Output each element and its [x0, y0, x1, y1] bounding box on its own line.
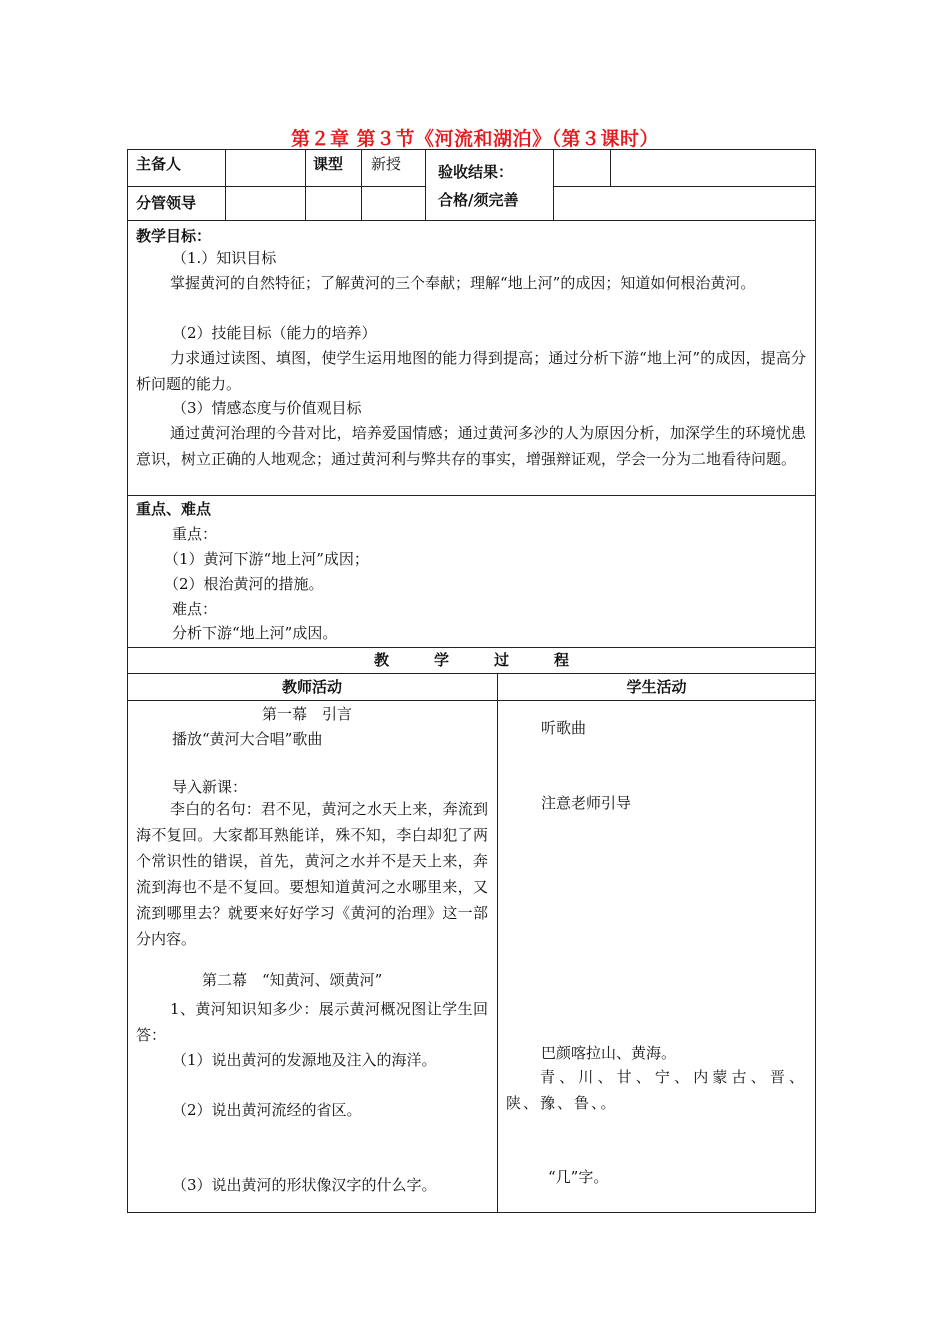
lesson-type-label: 课型 — [313, 155, 344, 173]
host-label: 主备人 — [136, 155, 182, 173]
column-divider — [497, 673, 498, 1213]
knowledge-title: （1.）知识目标 — [172, 249, 277, 267]
grid-line — [127, 186, 425, 187]
grid-line — [553, 149, 554, 220]
student-activity-1: 听歌曲 — [541, 719, 587, 737]
emotion-title: （3）情感态度与价值观目标 — [172, 399, 362, 417]
act1-title: 第一幕 引言 — [262, 705, 353, 723]
student-answer-2: 青、川、甘、宁、内蒙古、晋、陕、豫、鲁、。 — [506, 1068, 806, 1112]
question-3: （3）说出黄河的形状像汉字的什么字。 — [172, 1176, 437, 1194]
intro-text: 李白的名句：君不见，黄河之水天上来，奔流到海不复回。大家都耳熟能详，殊不知，李白却犯了两个常识性的错误，首先，黄河之水并不是天上来，奔流到海也不是不复回。要想知道黄河之水哪里来，又流到哪里去？就要来好好学习《黄河的治理》这一部分内容。 — [136, 800, 488, 948]
question-1: （1）说出黄河的发源地及注入的海洋。 — [172, 1051, 437, 1069]
emotion-text: 通过黄河治理的今昔对比，培养爱国情感；通过黄河多沙的人为原因分析，加深学生的环境忧患意识，树立正确的人地观念；通过黄河利与弊共存的事实，增强辩证观，学会一分为二地看待问题。 — [136, 424, 806, 468]
intro-label: 导入新课： — [172, 778, 248, 796]
grid-line — [127, 673, 816, 674]
result-label: 验收结果： — [438, 163, 514, 181]
difficulty-1: 分析下游“地上河”成因。 — [172, 624, 338, 642]
keypoints-heading: 重点、难点 — [136, 500, 212, 518]
objectives-heading: 教学目标： — [136, 227, 212, 245]
act1-line: 播放“黄河大合唱”歌曲 — [172, 730, 323, 748]
grid-line — [305, 149, 306, 220]
grid-line — [425, 149, 426, 220]
grid-line — [127, 495, 816, 496]
student-answer-3: “几”字。 — [548, 1168, 609, 1186]
leader-label: 分管领导 — [136, 194, 197, 212]
grid-line — [225, 149, 226, 220]
key-point-2: （2）根治黄河的措施。 — [164, 575, 324, 593]
act2-title: 第二幕 “知黄河、颂黄河” — [202, 971, 383, 989]
skill-text: 力求通过读图、填图，使学生运用地图的能力得到提高；通过分析下游“地上河”的成因，提高分析问题的能力。 — [136, 349, 806, 393]
key-label: 重点： — [172, 525, 218, 543]
grid-line — [361, 149, 362, 220]
knowledge-text: 掌握黄河的自然特征；了解黄河的三个奉献；理解“地上河”的成因；知道如何根治黄河。 — [170, 274, 756, 292]
result-value: 合格/须完善 — [438, 191, 519, 209]
key-point-1: （1）黄河下游“地上河”成因； — [164, 550, 369, 568]
grid-line — [553, 186, 816, 187]
difficulty-label: 难点： — [172, 600, 218, 618]
teacher-column-header: 教师活动 — [281, 678, 342, 696]
lesson-type-value: 新授 — [371, 155, 402, 173]
grid-line — [610, 149, 611, 186]
process-heading: 教 学 过 程 — [373, 651, 569, 669]
question-2: （2）说出黄河流经的省区。 — [172, 1101, 362, 1119]
student-column-header: 学生活动 — [626, 678, 687, 696]
grid-line — [127, 220, 816, 221]
grid-line — [127, 647, 816, 648]
document-title: 第２章 第３节《河流和湖泊》（第３课时） — [290, 128, 660, 150]
student-answer-1: 巴颜喀拉山、黄海。 — [541, 1044, 677, 1062]
grid-line — [127, 700, 816, 701]
skill-title: （2）技能目标（能力的培养） — [172, 324, 377, 342]
student-activity-2: 注意老师引导 — [541, 794, 632, 812]
question-intro: 1、黄河知识知多少：展示黄河概况图让学生回答： — [136, 1000, 488, 1044]
